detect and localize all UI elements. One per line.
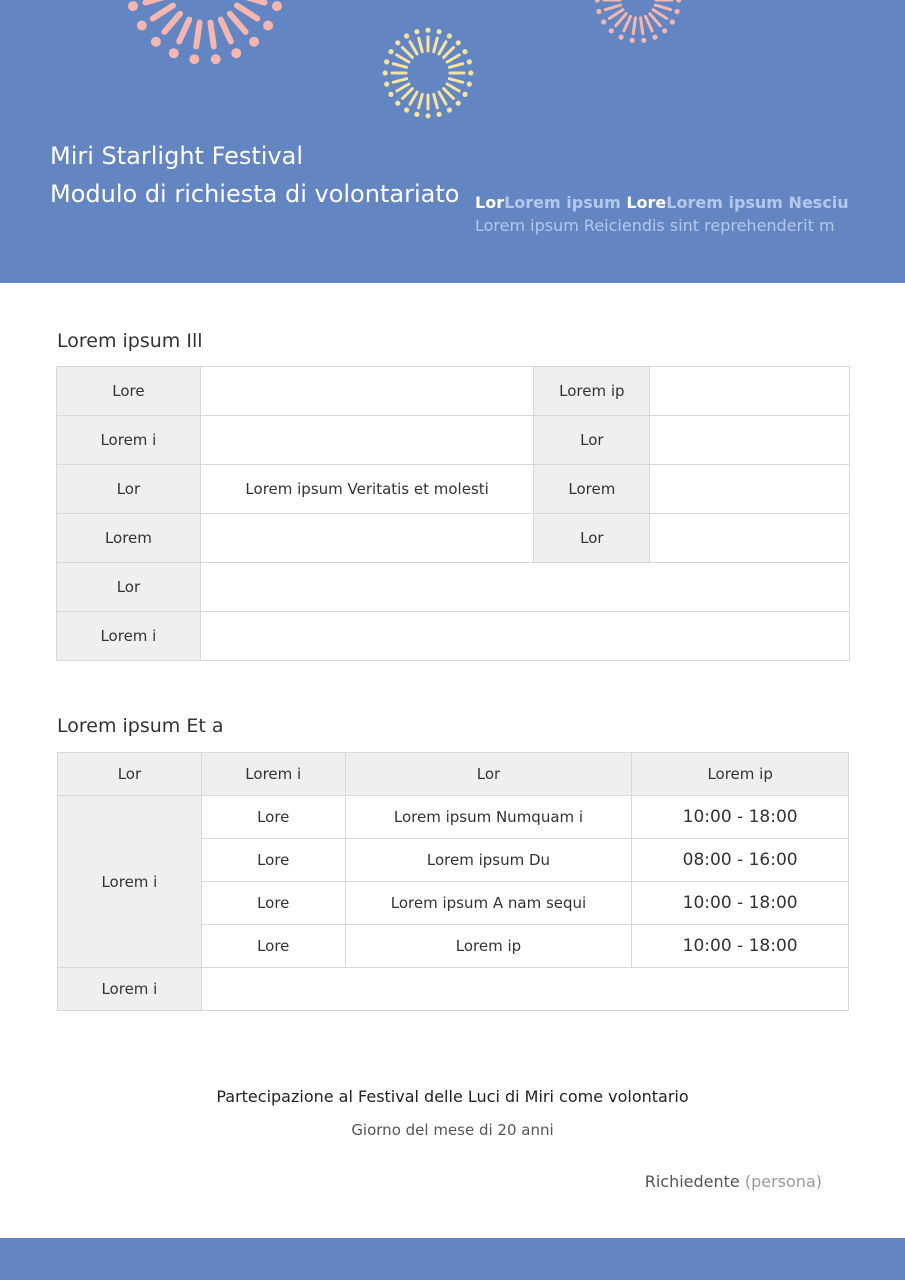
table-header-row (58, 753, 849, 796)
field-value[interactable] (650, 367, 850, 416)
time-cell: 10:00 - 18:00 (632, 796, 849, 839)
header-subtitle-line2: Lorem ipsum Reiciendis sint reprehenderit m (475, 216, 835, 235)
table-cell: Lore (201, 796, 345, 839)
form-title-line2: Modulo di richiesta di volontariato (50, 180, 460, 208)
table-row (57, 465, 850, 514)
signature-note: (persona) (744, 1172, 822, 1191)
header-banner (0, 0, 905, 283)
table-cell: Lorem ipsum Numquam i (345, 796, 632, 839)
field-label: Lorem ip (534, 367, 650, 416)
time-cell: 08:00 - 16:00 (632, 839, 849, 882)
table-cell: Lorem ipsum A nam sequi (345, 882, 632, 925)
header-subtitle (475, 193, 849, 212)
field-value[interactable] (200, 416, 534, 465)
date-line: Giorno del mese di 20 anni (351, 1121, 554, 1139)
declaration-text: Partecipazione al Festival delle Luci di Miri come volontario (216, 1087, 689, 1106)
column-header: Lor (58, 753, 202, 796)
table-cell: Lore (201, 839, 345, 882)
time-cell: 10:00 - 18:00 (632, 925, 849, 968)
table-cell: Lore (201, 925, 345, 968)
table-cell: Lorem ipsum Du (345, 839, 632, 882)
field-value[interactable] (201, 968, 848, 1011)
subtitle-part-d: Lorem ipsum Nesciu (666, 193, 849, 212)
table-row (57, 514, 850, 563)
field-value[interactable] (200, 612, 849, 661)
table-cell: Lore (201, 882, 345, 925)
section2-title: Lorem ipsum Et a (57, 715, 224, 737)
group-label: Lorem i (58, 796, 202, 968)
column-header: Lor (345, 753, 632, 796)
table-row (58, 968, 849, 1011)
table-row (57, 563, 850, 612)
column-header: Lorem i (201, 753, 345, 796)
signature-label: Richiedente (644, 1172, 740, 1191)
field-label: Lorem i (58, 968, 202, 1011)
field-value[interactable] (200, 514, 534, 563)
field-label: Lor (534, 514, 650, 563)
section1-title: Lorem ipsum Ill (57, 330, 203, 352)
time-cell: 10:00 - 18:00 (632, 882, 849, 925)
table-row (57, 612, 850, 661)
column-header: Lorem ip (632, 753, 849, 796)
personal-info-table (56, 366, 850, 661)
form-title-line1: Miri Starlight Festival (50, 142, 303, 170)
firework-yellow-icon (378, 25, 478, 125)
subtitle-part-b: Lorem ipsum (504, 193, 627, 212)
field-label: Lorem i (57, 416, 201, 465)
field-value[interactable] (650, 465, 850, 514)
field-value[interactable]: Lorem ipsum Veritatis et molesti (200, 465, 534, 514)
field-label: Lorem i (57, 612, 201, 661)
field-label: Lorem (534, 465, 650, 514)
field-label: Lore (57, 367, 201, 416)
table-row (57, 367, 850, 416)
field-label: Lor (57, 465, 201, 514)
field-label: Lor (534, 416, 650, 465)
signature-line (645, 1172, 822, 1191)
firework-pink-small-icon (588, 0, 688, 50)
field-value[interactable] (200, 563, 849, 612)
table-row (57, 416, 850, 465)
subtitle-part-a: Lor (475, 193, 505, 212)
field-label: Lor (57, 563, 201, 612)
field-label: Lorem (57, 514, 201, 563)
subtitle-part-c: Lore (626, 193, 667, 212)
firework-pink-large-icon (100, 0, 310, 80)
field-value[interactable] (650, 416, 850, 465)
field-value[interactable] (650, 514, 850, 563)
field-value[interactable] (200, 367, 534, 416)
schedule-table (57, 752, 849, 1011)
footer-bar (0, 1238, 905, 1280)
table-cell: Lorem ip (345, 925, 632, 968)
table-row (58, 796, 849, 839)
